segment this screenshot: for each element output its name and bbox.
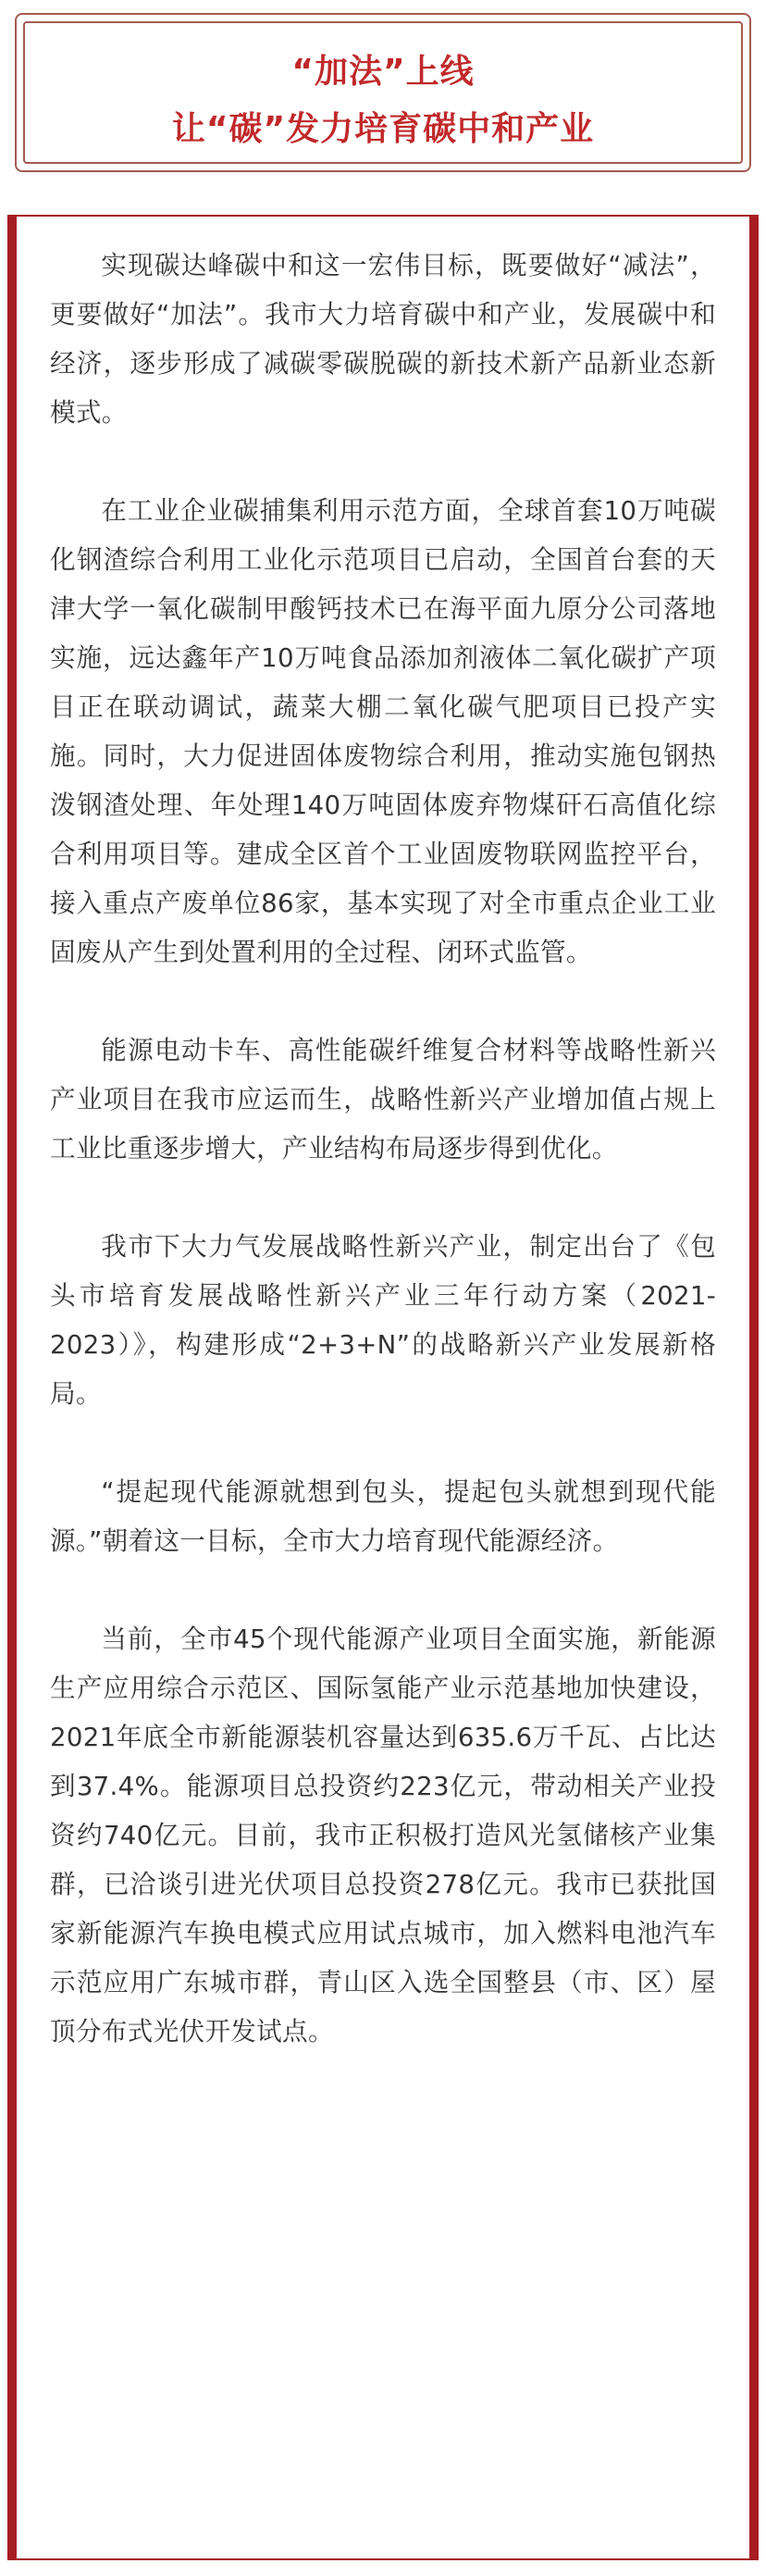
title-line-2: 让“碳”发力培育碳中和产业 <box>171 110 595 148</box>
title-line-1: “加法”上线 <box>291 53 475 91</box>
title-box <box>15 13 751 172</box>
article-frame <box>7 215 759 2560</box>
paragraph-1: 实现碳达峰碳中和这一宏伟目标，既要做好“减法”，更要做好“加法”。我市大力培育碳中和产业，发展碳中和经济，逐步形成了减碳零碳脱碳的新技术新产品新业态新模式。 <box>50 250 716 428</box>
paragraph-4: 我市下大力气发展战略性新兴产业，制定出台了《包头市培育发展战略性新兴产业三年行动方案（2021-2023）》，构建形成“2+3+N”的战略新兴产业发展新格局。 <box>50 1231 716 1409</box>
paragraph-5: “提起现代能源就想到包头，提起包头就想到现代能源。”朝着这一目标，全市大力培育现代能源经济。 <box>50 1476 716 1556</box>
frame-top-rule <box>7 215 759 217</box>
paragraph-6: 当前，全市45个现代能源产业项目全面实施，新能源生产应用综合示范区、国际氢能产业示范基地加快建设，2021年底全市新能源装机容量达到635.6万千瓦、占比达到37.4%。能源项目总投资约223亿元，带动相关产业投资约740亿元。目前，我市正积极打造风光氢储核产业集群，已洽谈引进光伏项目总投资278亿元。我市已获批国家新能源汽车换电模式应用试点城市，加入燃料电池汽车示范应用广东城市群，青山区入选全国整县（市、区）屋顶分布式光伏开发试点。 <box>50 1624 716 2047</box>
frame-bottom-rule <box>7 2558 759 2560</box>
article-body <box>50 241 716 2056</box>
paragraph-2: 在工业企业碳捕集利用示范方面，全球首套10万吨碳化钢渣综合利用工业化示范项目已启动，全国首台套的天津大学一氧化碳制甲酸钙技术已在海平面九原分公司落地实施，远达鑫年产10万吨食品添加剂液体二氧化碳扩产项目正在联动调试，蔬菜大棚二氧化碳气肥项目已投产实施。同时，大力促进固体废物综合利用，推动实施包钢热泼钢渣处理、年处理140万吨固体废弃物煤矸石高值化综合利用项目等。建成全区首个工业固废物联网监控平台，接入重点产废单位86家，基本实现了对全市重点企业工业固废从产生到处置利用的全过程、闭环式监管。 <box>50 495 716 967</box>
paragraph-3: 能源电动卡车、高性能碳纤维复合材料等战略性新兴产业项目在我市应运而生，战略性新兴产业增加值占规上工业比重逐步增大，产业结构布局逐步得到优化。 <box>50 1035 716 1164</box>
